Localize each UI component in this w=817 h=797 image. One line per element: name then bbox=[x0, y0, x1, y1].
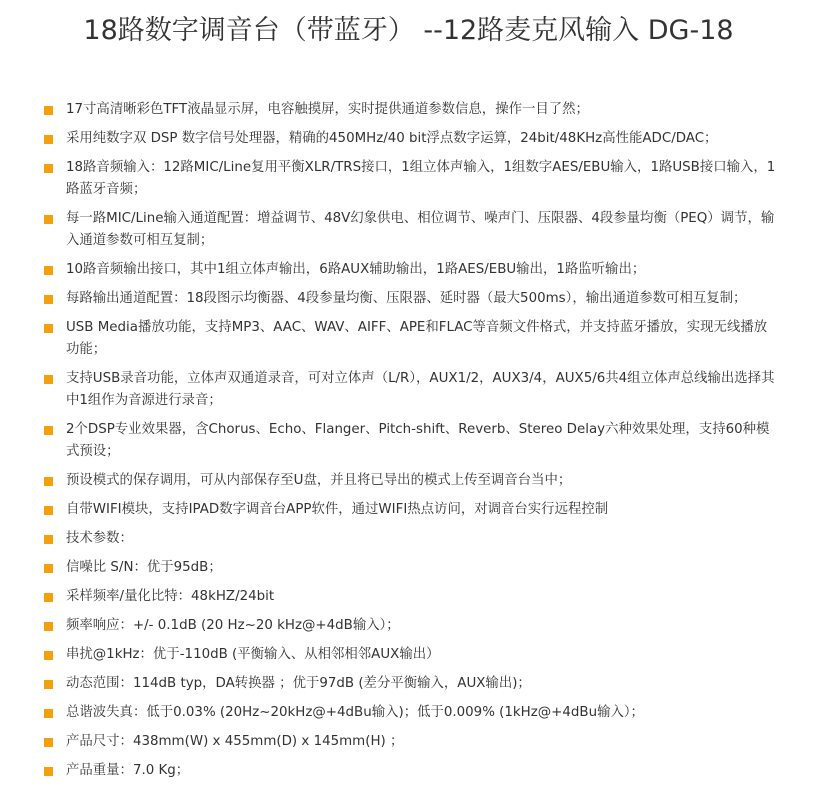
list-item-text: 技术参数： bbox=[66, 531, 133, 546]
list-item bbox=[42, 528, 777, 550]
bullet-square-icon bbox=[44, 564, 53, 573]
bullet-square-icon bbox=[44, 738, 53, 747]
bullet-square-icon bbox=[44, 767, 53, 776]
list-item bbox=[42, 208, 777, 252]
list-item bbox=[42, 731, 777, 753]
list-item-text: 产品尺寸：438mm(W) x 455mm(D) x 145mm(H) ； bbox=[66, 734, 404, 749]
list-item bbox=[42, 419, 777, 463]
bullet-square-icon bbox=[44, 375, 53, 384]
list-item bbox=[42, 702, 777, 724]
list-item bbox=[42, 615, 777, 637]
list-item bbox=[42, 128, 777, 150]
list-item bbox=[42, 288, 777, 310]
bullet-square-icon bbox=[44, 651, 53, 660]
bullet-square-icon bbox=[44, 680, 53, 689]
bullet-square-icon bbox=[44, 426, 53, 435]
bullet-square-icon bbox=[44, 295, 53, 304]
list-item-text: 信噪比 S/N：优于95dB； bbox=[66, 560, 222, 575]
bullet-square-icon bbox=[44, 709, 53, 718]
list-item-text: 支持USB录音功能，立体声双通道录音，可对立体声（L/R），AUX1/2，AUX3/4，AUX5/6共4组立体声总线输出选择其中1组作为音源进行录音； bbox=[66, 371, 775, 408]
list-item bbox=[42, 99, 777, 121]
list-item bbox=[42, 673, 777, 695]
bullet-square-icon bbox=[44, 164, 53, 173]
bullet-square-icon bbox=[44, 215, 53, 224]
list-item-text: 18路音频输入：12路MIC/Line复用平衡XLR/TRS接口，1组立体声输入，1组数字AES/EBU输入，1路USB接口输入，1路蓝牙音频； bbox=[66, 160, 776, 197]
list-item-text: 17寸高清晰彩色TFT液晶显示屏，电容触摸屏，实时提供通道参数信息，操作一目了然； bbox=[66, 102, 589, 117]
list-item-text: 每路输出通道配置：18段图示均衡器、4段参量均衡、压限器、延时器（最大500ms），输出通道参数可相互复制； bbox=[66, 291, 747, 306]
bullet-square-icon bbox=[44, 477, 53, 486]
list-item bbox=[42, 259, 777, 281]
list-item bbox=[42, 157, 777, 201]
list-item-text: 总谐波失真：低于0.03% (20Hz~20kHz@+4dBu输入)；低于0.009% (1kHz@+4dBu输入）； bbox=[66, 705, 644, 720]
bullet-square-icon bbox=[44, 622, 53, 631]
list-item-text: 采用纯数字双 DSP 数字信号处理器，精确的450MHz/40 bit浮点数字运算，24bit/48KHz高性能ADC/DAC； bbox=[66, 131, 718, 146]
bullet-square-icon bbox=[44, 506, 53, 515]
feature-list bbox=[42, 99, 777, 789]
list-item-text: 2个DSP专业效果器，含Chorus、Echo、Flanger、Pitch-shift、Reverb、Stereo Delay六种效果处理，支持60种模式预设； bbox=[66, 422, 770, 459]
bullet-square-icon bbox=[44, 593, 53, 602]
list-item bbox=[42, 368, 777, 412]
list-item-text: 动态范围：114dB typ，DA转换器 ；优于97dB (差分平衡输入，AUX输出)； bbox=[66, 676, 531, 691]
list-item-text: USB Media播放功能，支持MP3、AAC、WAV、AIFF、APE和FLAC等音频文件格式，并支持蓝牙播放，实现无线播放功能； bbox=[66, 320, 768, 357]
bullet-square-icon bbox=[44, 324, 53, 333]
list-item-text: 预设模式的保存调用，可从内部保存至U盘，并且将已导出的模式上传至调音台当中； bbox=[66, 473, 572, 488]
bullet-square-icon bbox=[44, 266, 53, 275]
list-item-text: 10路音频输出接口，其中1组立体声输出，6路AUX辅助输出，1路AES/EBU输出，1路监听输出； bbox=[66, 262, 646, 277]
list-item-text: 产品重量：7.0 Kg； bbox=[66, 763, 190, 778]
list-item bbox=[42, 499, 777, 521]
list-item bbox=[42, 644, 777, 666]
list-item-text: 串扰@1kHz：优于-110dB (平衡输入、从相邻相邻AUX输出） bbox=[66, 647, 440, 662]
list-item bbox=[42, 470, 777, 492]
bullet-square-icon bbox=[44, 535, 53, 544]
list-item-text: 频率响应：+/- 0.1dB (20 Hz~20 kHz@+4dB输入）； bbox=[66, 618, 400, 633]
bullet-square-icon bbox=[44, 135, 53, 144]
list-item bbox=[42, 586, 777, 608]
bullet-square-icon bbox=[44, 106, 53, 115]
list-item bbox=[42, 760, 777, 782]
list-item-text: 自带WIFI模块，支持IPAD数字调音台APP软件，通过WIFI热点访问，对调音台实行远程控制 bbox=[66, 502, 609, 517]
list-item-text: 采样频率/量化比特：48kHZ/24bit bbox=[66, 589, 275, 604]
list-item bbox=[42, 317, 777, 361]
list-item-text: 每一路MIC/Line输入通道配置：增益调节、48V幻象供电、相位调节、噪声门、压限器、4段参量均衡（PEQ）调节，输入通道参数可相互复制； bbox=[66, 211, 775, 248]
list-item bbox=[42, 557, 777, 579]
page-title: 18路数字调音台（带蓝牙） --12路麦克风输入 DG-18 bbox=[83, 15, 734, 46]
